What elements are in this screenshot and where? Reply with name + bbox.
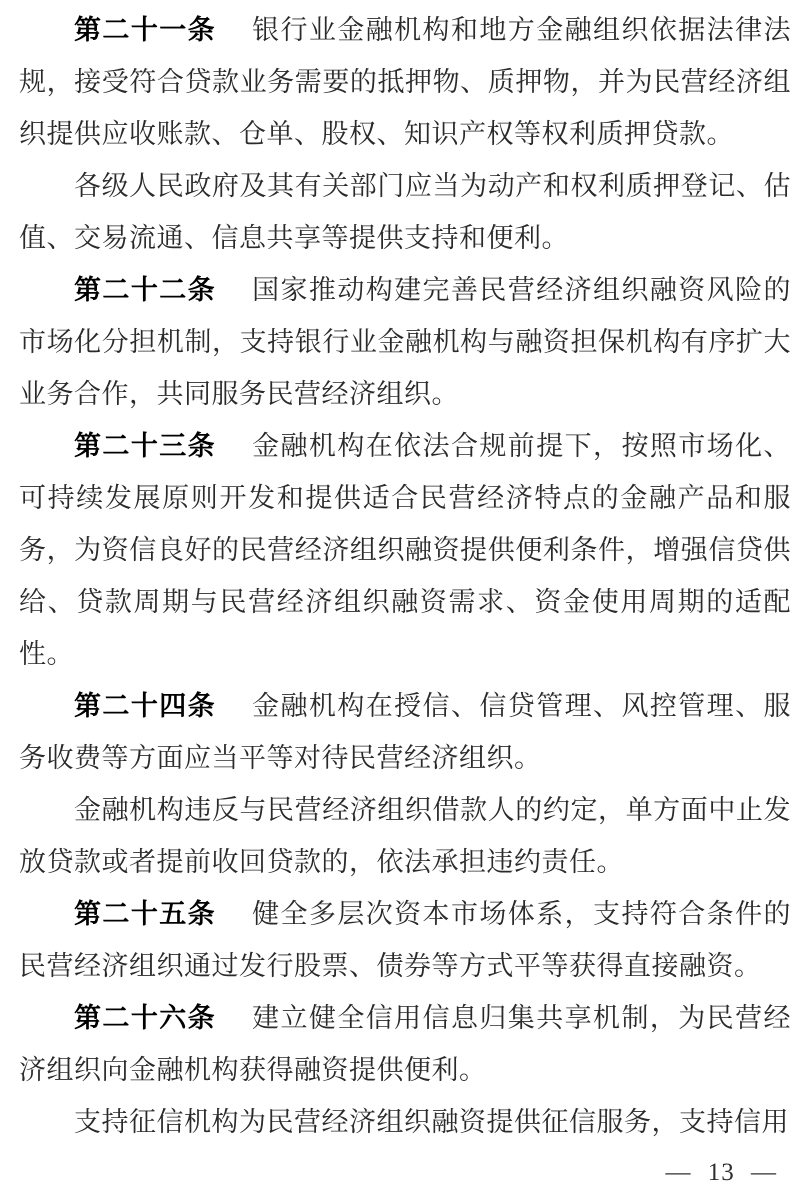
law-paragraph-article-25 [19,888,791,992]
article-number-label: 第二十四条 [74,691,217,721]
law-paragraph [19,160,791,264]
paragraph-text: 健全多层次资本市场体系，支持符合条件的民营经济组织通过发行股票、债券等方式平等获得直接融资。 [19,899,792,981]
paragraph-text: 支持征信机构为民营经济组织融资提供征信服务，支持信用 [74,1107,789,1137]
paragraph-text: 建立健全信用信息归集共享机制，为民营经济组织向金融机构获得融资提供便利。 [19,1003,792,1085]
article-number-label: 第二十六条 [74,1003,217,1033]
article-number-label: 第二十五条 [74,899,217,929]
law-paragraph-article-22 [19,264,791,420]
law-paragraph-article-24 [19,680,791,784]
paragraph-text: 金融机构在依法合规前提下，按照市场化、可持续发展原则开发和提供适合民营经济特点的金融产品和服务，为资信良好的民营经济组织融资提供便利条件，增强信贷供给、贷款周期与民营经济组织融资需求、资金使用周期的适配性。 [19,431,792,669]
law-paragraph-article-23 [19,420,791,680]
law-paragraph-article-21 [19,4,791,160]
article-number-label: 第二十三条 [74,431,217,461]
law-text-block [19,4,791,1148]
paragraph-text: 国家推动构建完善民营经济组织融资风险的市场化分担机制，支持银行业金融机构与融资担保机构有序扩大业务合作，共同服务民营经济组织。 [19,275,792,409]
article-number-label: 第二十二条 [74,275,217,305]
law-paragraph [19,1096,791,1148]
law-paragraph-article-26 [19,992,791,1096]
paragraph-text: 银行业金融机构和地方金融组织依据法律法规，接受符合贷款业务需要的抵押物、质押物，并为民营经济组织提供应收账款、仓单、股权、知识产权等权利质押贷款。 [19,15,792,149]
law-paragraph [19,784,791,888]
paragraph-text: 金融机构违反与民营经济组织借款人的约定，单方面中止发放贷款或者提前收回贷款的，依法承担违约责任。 [19,795,791,877]
paragraph-text: 各级人民政府及其有关部门应当为动产和权利质押登记、估值、交易流通、信息共享等提供支持和便利。 [19,171,791,253]
article-number-label: 第二十一条 [74,15,217,45]
page-number: — 13 — [665,1159,777,1186]
paragraph-text: 金融机构在授信、信贷管理、风控管理、服务收费等方面应当平等对待民营经济组织。 [19,691,792,773]
